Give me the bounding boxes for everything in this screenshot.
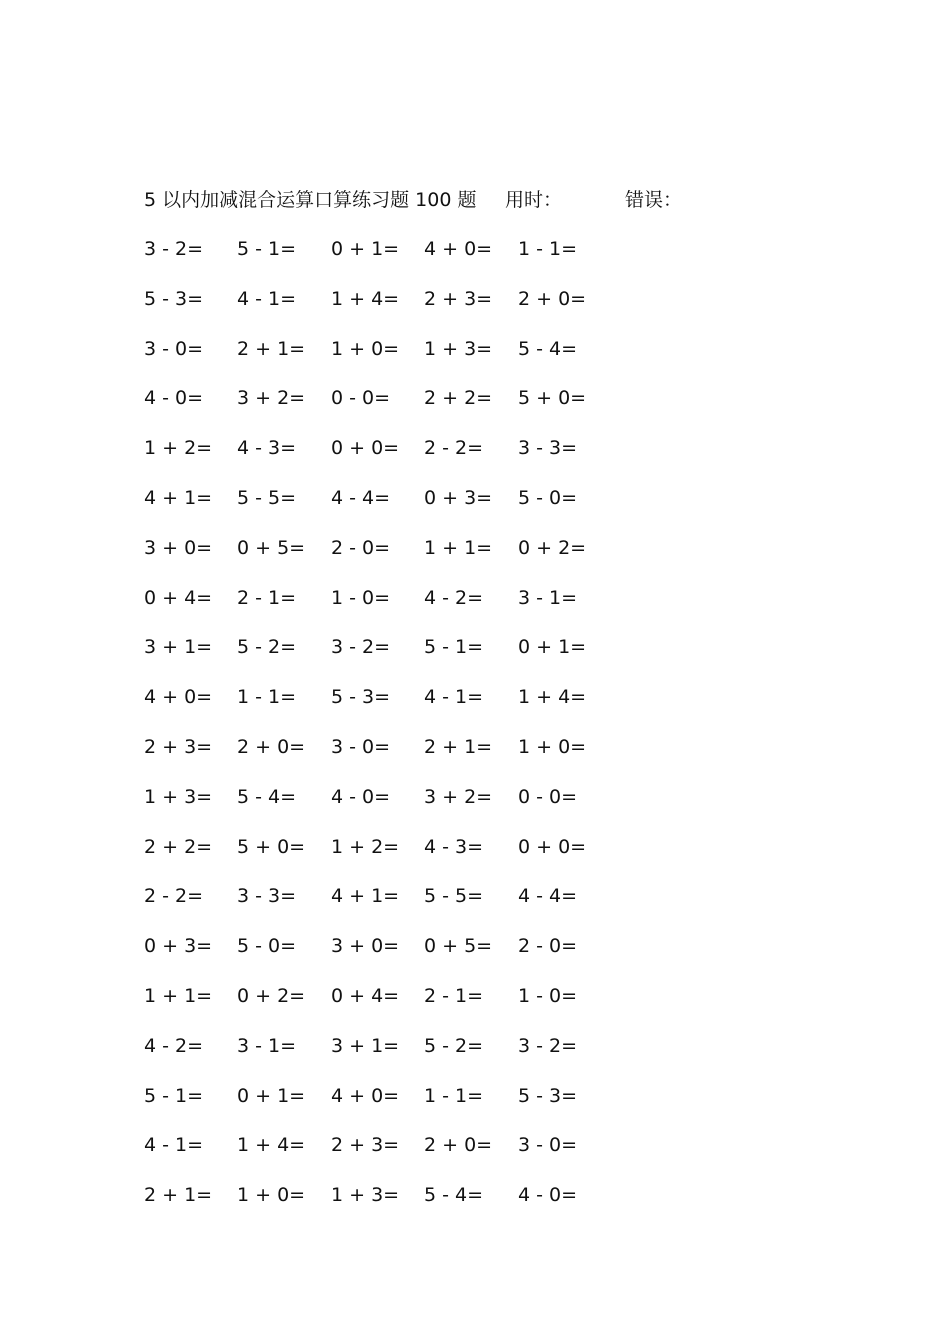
math-problem: 2 + 1= [144, 1184, 213, 1207]
math-problem: 2 - 1= [237, 586, 297, 609]
problem-row [144, 683, 644, 733]
math-problem: 4 - 0= [518, 1184, 578, 1207]
math-problem: 4 + 0= [144, 686, 213, 709]
problem-row [144, 932, 644, 982]
math-problem: 4 - 0= [331, 785, 391, 808]
problem-row [144, 982, 644, 1032]
problem-row [144, 384, 644, 434]
problem-row [144, 833, 644, 883]
math-problem: 4 + 1= [331, 885, 400, 908]
math-problem: 3 - 2= [518, 1034, 578, 1057]
problem-row [144, 584, 644, 634]
problem-row [144, 882, 644, 932]
math-problem: 2 - 2= [144, 885, 204, 908]
math-problem: 1 + 0= [237, 1184, 306, 1207]
math-problem: 0 + 5= [424, 935, 493, 958]
math-problem: 1 + 4= [237, 1134, 306, 1157]
math-problem: 0 + 5= [237, 536, 306, 559]
math-problem: 5 - 3= [518, 1084, 578, 1107]
problem-grid [144, 235, 644, 1231]
math-problem: 2 - 2= [424, 437, 484, 460]
math-problem: 1 - 1= [518, 238, 578, 260]
math-problem: 3 - 3= [518, 437, 578, 460]
math-problem: 3 - 1= [237, 1034, 297, 1057]
problem-row [144, 1082, 644, 1132]
math-problem: 2 - 0= [331, 536, 391, 559]
math-problem: 1 + 3= [144, 785, 213, 808]
math-problem: 2 + 1= [424, 735, 493, 758]
math-problem: 3 - 0= [144, 337, 204, 360]
math-problem: 1 - 0= [518, 984, 578, 1007]
problem-row [144, 633, 644, 683]
math-problem: 5 - 3= [144, 287, 204, 310]
math-problem: 5 + 0= [518, 387, 587, 410]
math-problem: 0 + 1= [237, 1084, 306, 1107]
math-problem: 2 + 2= [424, 387, 493, 410]
math-problem: 0 + 4= [331, 984, 400, 1007]
math-problem: 1 + 1= [144, 984, 213, 1007]
math-problem: 0 + 0= [518, 835, 587, 858]
math-problem: 2 + 3= [144, 735, 213, 758]
math-problem: 1 + 3= [331, 1184, 400, 1207]
math-problem: 0 - 0= [518, 785, 578, 808]
math-problem: 3 - 1= [518, 586, 578, 609]
problem-row [144, 285, 644, 335]
problem-row [144, 733, 644, 783]
math-problem: 1 + 1= [424, 536, 493, 559]
math-problem: 4 - 4= [518, 885, 578, 908]
math-problem: 3 - 2= [144, 238, 204, 260]
math-problem: 1 - 1= [424, 1084, 484, 1107]
math-problem: 2 + 0= [237, 735, 306, 758]
math-problem: 0 + 2= [518, 536, 587, 559]
math-problem: 2 - 0= [518, 935, 578, 958]
math-problem: 5 - 2= [424, 1034, 484, 1057]
math-problem: 4 - 3= [237, 437, 297, 460]
math-problem: 4 - 0= [144, 387, 204, 410]
math-problem: 3 - 2= [331, 636, 391, 659]
math-problem: 2 + 0= [424, 1134, 493, 1157]
math-problem: 4 - 1= [237, 287, 297, 310]
math-problem: 4 + 0= [331, 1084, 400, 1107]
math-problem: 3 + 2= [237, 387, 306, 410]
math-problem: 4 - 3= [424, 835, 484, 858]
math-problem: 1 - 1= [237, 686, 297, 709]
math-problem: 3 - 3= [237, 885, 297, 908]
math-problem: 5 - 1= [424, 636, 484, 659]
math-problem: 3 + 1= [144, 636, 213, 659]
math-problem: 0 + 4= [144, 586, 213, 609]
worksheet-title: 5 以内加减混合运算口算练习题 100 题 [144, 189, 477, 211]
math-problem: 1 + 0= [331, 337, 400, 360]
problem-row [144, 534, 644, 584]
math-problem: 0 + 3= [424, 486, 493, 509]
error-label: 错误： [625, 189, 683, 211]
math-problem: 1 + 3= [424, 337, 493, 360]
math-problem: 5 - 4= [518, 337, 578, 360]
math-problem: 0 + 1= [331, 238, 400, 260]
math-problem: 5 - 0= [518, 486, 578, 509]
math-problem: 0 + 0= [331, 437, 400, 460]
math-problem: 5 - 4= [424, 1184, 484, 1207]
math-problem: 5 - 2= [237, 636, 297, 659]
math-problem: 3 + 1= [331, 1034, 400, 1057]
math-problem: 3 - 0= [331, 735, 391, 758]
math-problem: 5 + 0= [237, 835, 306, 858]
math-problem: 0 + 1= [518, 636, 587, 659]
math-problem: 0 - 0= [331, 387, 391, 410]
math-problem: 5 - 1= [144, 1084, 204, 1107]
problem-row [144, 1131, 644, 1181]
math-problem: 1 + 0= [518, 735, 587, 758]
math-problem: 2 + 3= [331, 1134, 400, 1157]
problem-row [144, 1032, 644, 1082]
math-problem: 3 - 0= [518, 1134, 578, 1157]
problem-row [144, 783, 644, 833]
math-problem: 0 + 2= [237, 984, 306, 1007]
math-problem: 4 - 1= [424, 686, 484, 709]
math-problem: 1 + 2= [331, 835, 400, 858]
math-problem: 2 + 3= [424, 287, 493, 310]
problem-row [144, 434, 644, 484]
math-problem: 4 + 0= [424, 238, 493, 260]
math-problem: 3 + 2= [424, 785, 493, 808]
math-problem: 4 - 2= [424, 586, 484, 609]
math-problem: 0 + 3= [144, 935, 213, 958]
math-problem: 2 + 0= [518, 287, 587, 310]
math-problem: 2 - 1= [424, 984, 484, 1007]
math-problem: 1 + 2= [144, 437, 213, 460]
math-problem: 1 + 4= [518, 686, 587, 709]
math-problem: 3 + 0= [331, 935, 400, 958]
time-label: 用时： [505, 189, 563, 211]
math-problem: 4 + 1= [144, 486, 213, 509]
math-problem: 5 - 5= [237, 486, 297, 509]
math-problem: 5 - 4= [237, 785, 297, 808]
problem-row [144, 484, 644, 534]
math-problem: 5 - 1= [237, 238, 297, 260]
problem-row [144, 235, 644, 285]
problem-row [144, 1181, 644, 1231]
math-problem: 1 + 4= [331, 287, 400, 310]
math-problem: 4 - 2= [144, 1034, 204, 1057]
math-problem: 1 - 0= [331, 586, 391, 609]
math-problem: 4 - 4= [331, 486, 391, 509]
math-problem: 5 - 5= [424, 885, 484, 908]
problem-row [144, 335, 644, 385]
math-problem: 5 - 3= [331, 686, 391, 709]
math-problem: 5 - 0= [237, 935, 297, 958]
math-problem: 2 + 1= [237, 337, 306, 360]
math-problem: 3 + 0= [144, 536, 213, 559]
math-problem: 4 - 1= [144, 1134, 204, 1157]
math-problem: 2 + 2= [144, 835, 213, 858]
